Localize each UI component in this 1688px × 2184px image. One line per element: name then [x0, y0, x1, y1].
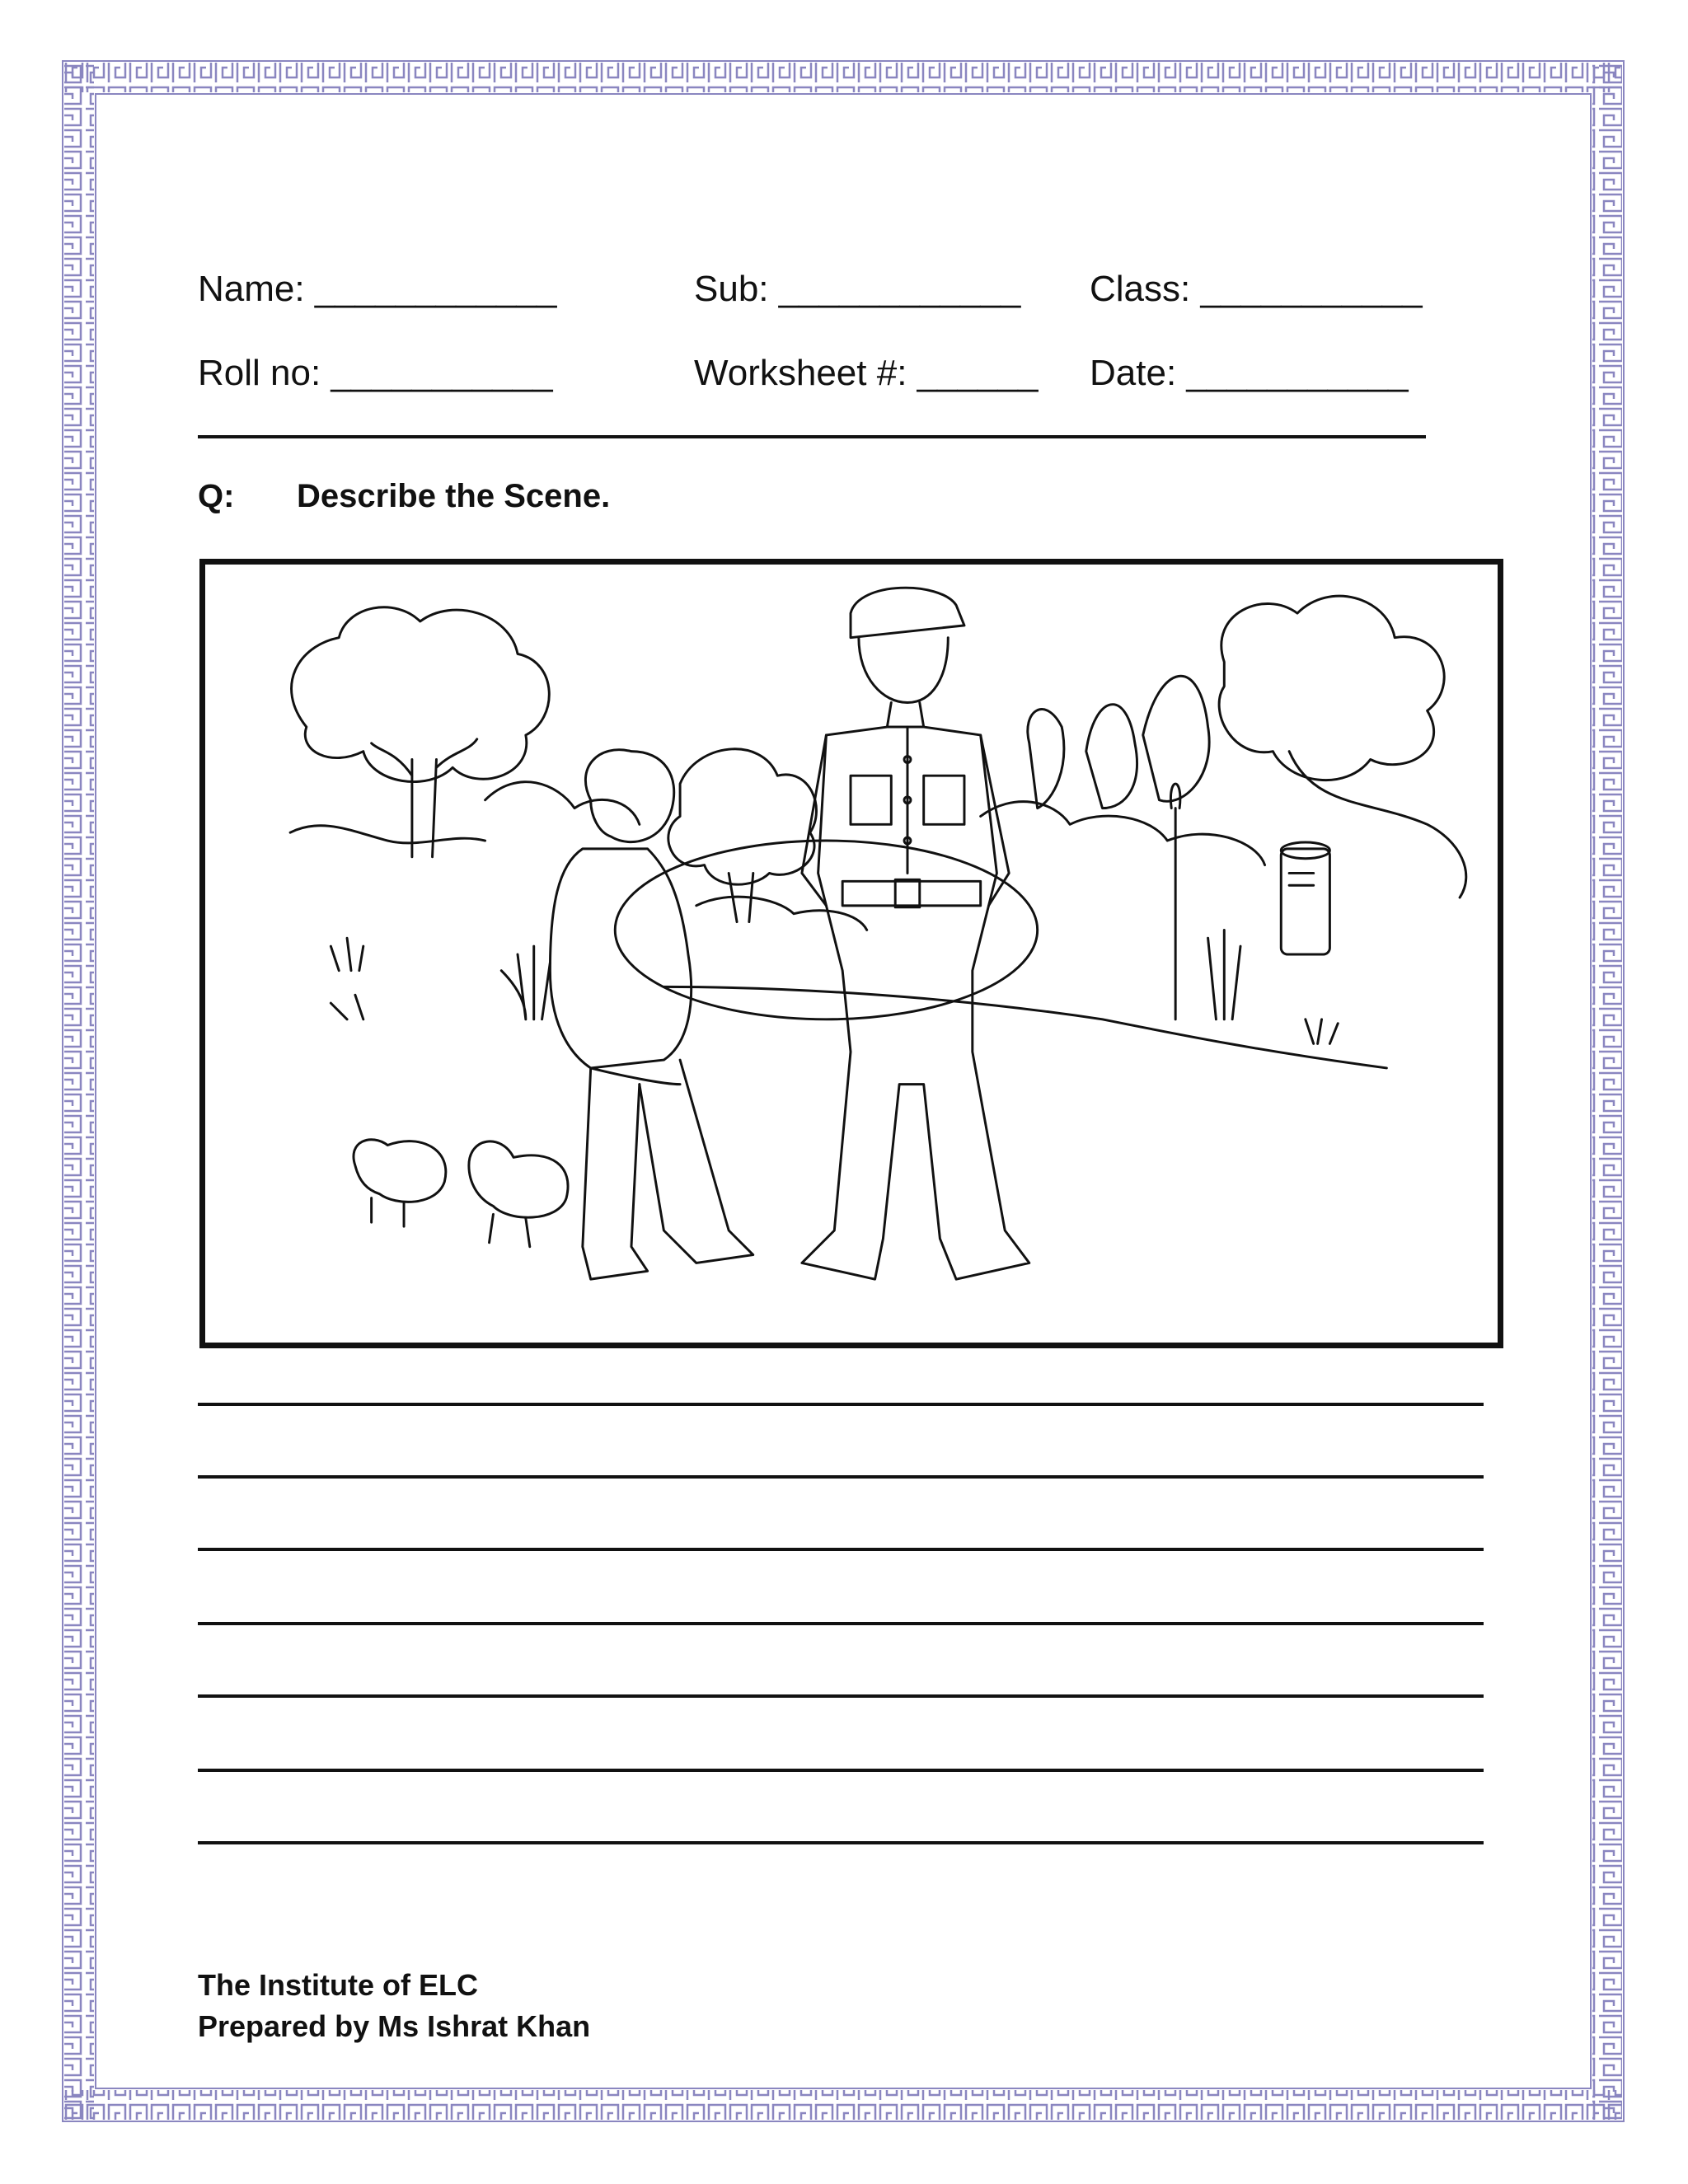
answer-line[interactable] [198, 1475, 1484, 1479]
header-divider [198, 435, 1426, 438]
institute-name: The Institute of ELC [198, 1968, 478, 2002]
tree-icon [290, 607, 549, 857]
answer-line[interactable] [198, 1548, 1484, 1551]
answer-line[interactable] [198, 1769, 1484, 1772]
answer-line[interactable] [198, 1694, 1484, 1698]
park-scene-illustration [205, 565, 1498, 1343]
name-field-label[interactable]: Name: ____________ [198, 269, 557, 309]
question-label: Q: [198, 478, 235, 514]
duckling-icon [469, 1141, 568, 1247]
subject-field-label[interactable]: Sub: ____________ [694, 269, 1021, 309]
roll-no-field-label[interactable]: Roll no: ___________ [198, 353, 553, 393]
worksheet-number-field-label[interactable]: Worksheet #: ______ [694, 353, 1039, 393]
boy-figure [550, 750, 753, 1279]
duckling-icon [354, 1140, 446, 1226]
answer-line[interactable] [198, 1841, 1484, 1844]
date-field-label[interactable]: Date: ___________ [1090, 353, 1409, 393]
answer-line[interactable] [198, 1622, 1484, 1625]
answer-line[interactable] [198, 1403, 1484, 1406]
question-text: Describe the Scene. [297, 478, 611, 514]
class-field-label[interactable]: Class: ___________ [1090, 269, 1423, 309]
prepared-by: Prepared by Ms Ishrat Khan [198, 2009, 591, 2043]
bin-icon [1281, 842, 1329, 954]
police-officer-figure [802, 588, 1029, 1279]
picture-frame [199, 559, 1503, 1348]
